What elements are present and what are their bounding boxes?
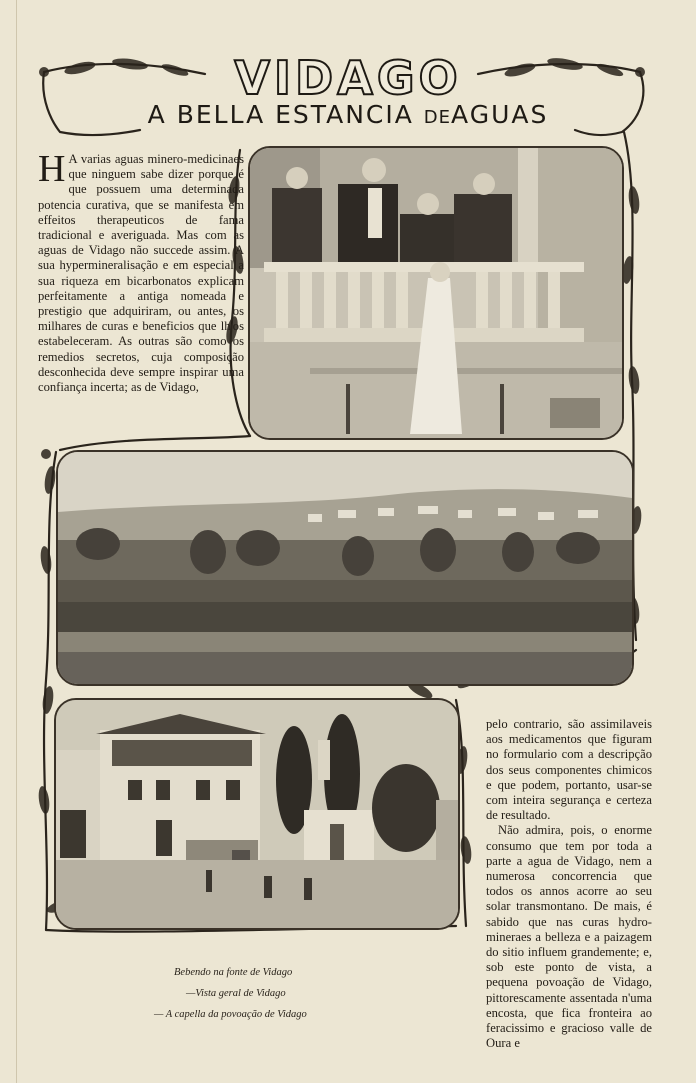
page-title: VIDAGO (234, 51, 462, 105)
photo-chapel (54, 698, 460, 930)
article-column-left (38, 148, 244, 412)
subtitle-part-2: DE (423, 107, 452, 128)
subtitle-part-1: A BELLA ESTANCIA (147, 100, 424, 129)
photo-balcony-fountain (248, 146, 624, 440)
article-column-right (486, 717, 652, 1051)
photo-captions (120, 962, 380, 1025)
caption-2: —Vista geral de Vidago (186, 988, 286, 999)
caption-3: — A capella da povoação de Vidago (154, 1009, 307, 1020)
article-paragraph-1: pelo contrario, são assimilaveis aos medicamentos que figuram no formulario com a descripção dos seus componentes chimicos e que podem, portanto, usar-se com inteira segurança e certeza de resultado. (486, 717, 652, 823)
subtitle-part-3: AGUAS (451, 100, 549, 129)
photo-general-view (56, 450, 634, 686)
drop-cap: H (38, 148, 66, 190)
article-paragraph-2: Não admira, pois, o enorme consumo que tem por toda a parte a agua de Vidago, nem a numerosa concorrencia que todos os annos acorre ao seu solar transmontano. De mais, é sabido que nas curas hydro-mineraes a belleza e a paizagem do sitio influem grandemente; e, sob este ponto de vista, a pequena povoação de Vidago, pittorescamente assentada n'uma encosta, que fica fronteira ao feracissimo e gracioso valle de Oura e (486, 823, 652, 1051)
article-text-left: A varias aguas minero-medicinaes que ninguem sabe dizer porque é que possuem uma determinada potencia curativa, que se manifesta em effeitos therapeuticos de fama tradicional e averiguada. Mas com as aguas de Vidago não succede assim. A sua hypermineralisação e em especial a sua riqueza em bicarbonatos explicam perfeitamente a antiga nomeada e prestigio que adquiriram, ou antes, os milhares de curas e beneficios que lh'os estabeleceram. As outras são como os remedios secretos, cuja composição desconhecida deve sempre inspirar uma confiança incerta; as de Vidago, (38, 152, 244, 395)
caption-1: Bebendo na fonte de Vidago (174, 967, 293, 978)
page-subtitle (0, 100, 696, 133)
